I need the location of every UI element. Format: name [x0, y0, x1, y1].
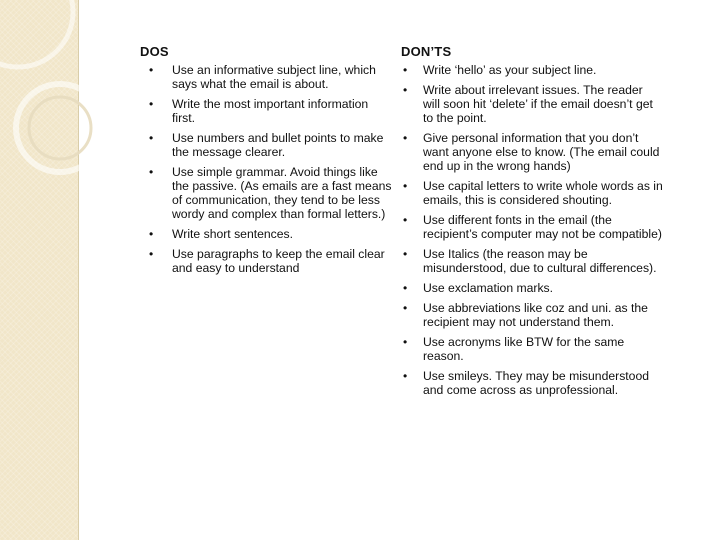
list-item: • Write the most important information first. — [140, 97, 392, 125]
list-item: • Use different fonts in the email (the recipient’s computer may not be compatible) — [401, 213, 663, 241]
donts-list — [401, 63, 663, 397]
decorative-circles — [0, 0, 120, 200]
list-item: • Use smileys. They may be misunderstood and come across as unprofessional. — [401, 369, 663, 397]
list-item: • Use abbreviations like coz and uni. as the recipient may not understand them. — [401, 301, 663, 329]
list-item: • Use capital letters to write whole words as in emails, this is considered shouting. — [401, 179, 663, 207]
dos-heading: DOS — [140, 44, 169, 59]
list-item: • Use an informative subject line, which says what the email is about. — [140, 63, 392, 91]
list-item: • Write about irrelevant issues. The reader will soon hit ‘delete’ if the email doesn’t get to the point. — [401, 83, 663, 125]
list-item: • Use numbers and bullet points to make the message clearer. — [140, 131, 392, 159]
list-item: • Write ‘hello’ as your subject line. — [401, 63, 663, 77]
list-item: • Use paragraphs to keep the email clear and easy to understand — [140, 247, 392, 275]
list-item: • Write short sentences. — [140, 227, 392, 241]
list-item: • Use simple grammar. Avoid things like the passive. (As emails are a fast means of communication, they tend to be less wordy and complex than formal letters.) — [140, 165, 392, 221]
list-item: • Use acronyms like BTW for the same reason. — [401, 335, 663, 363]
list-item: • Use exclamation marks. — [401, 281, 663, 295]
list-item: • Use Italics (the reason may be misunderstood, due to cultural differences). — [401, 247, 663, 275]
donts-heading: DON’TS — [401, 44, 452, 59]
list-item: • Give personal information that you don’t want anyone else to know. (The email could end up in the wrong hands) — [401, 131, 663, 173]
donts-column — [401, 44, 663, 403]
dos-list — [140, 63, 392, 275]
dos-column — [140, 44, 392, 281]
